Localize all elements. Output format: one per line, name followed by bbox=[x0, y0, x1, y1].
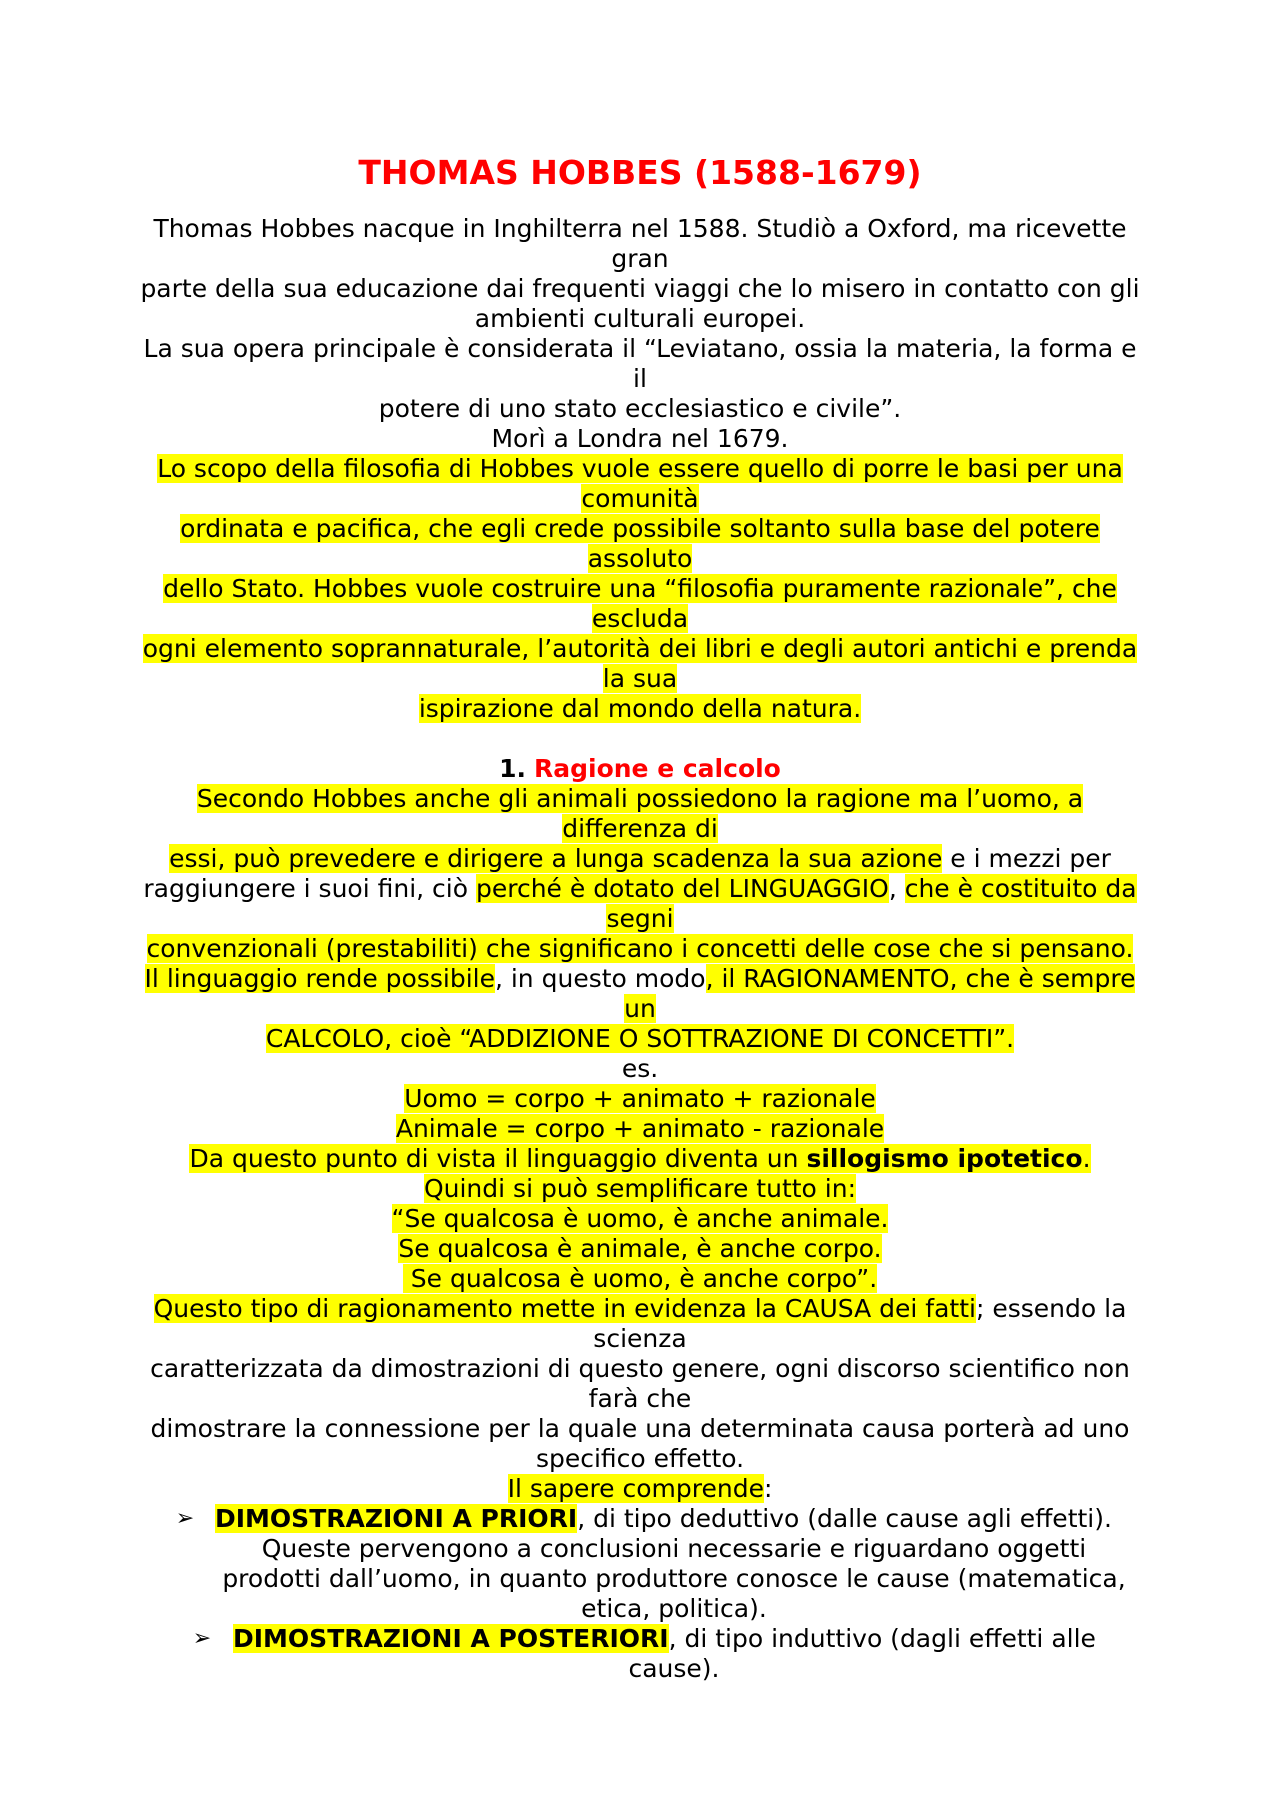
body-line: convenzionali (prestabiliti) che significano i concetti delle cose che si pensano. bbox=[146, 934, 1134, 963]
syllogism-line: Se qualcosa è uomo, è anche corpo”. bbox=[402, 1264, 878, 1293]
body-line: segni bbox=[606, 904, 674, 933]
body-line: scienza bbox=[593, 1324, 687, 1353]
body-line: raggiungere i suoi fini, ciò perché è dotato del LINGUAGGIO, che è costituito da bbox=[143, 874, 1137, 903]
body-line: Secondo Hobbes anche gli animali possiedono la ragione ma l’uomo, a bbox=[196, 784, 1084, 813]
body-line: Quindi si può semplificare tutto in: bbox=[423, 1174, 857, 1203]
purpose-line: comunità bbox=[581, 484, 699, 513]
purpose-line: assoluto bbox=[587, 544, 693, 573]
body-line: Da questo punto di vista il linguaggio diventa un sillogismo ipotetico. bbox=[189, 1144, 1091, 1173]
intro-line: La sua opera principale è considerata il “Leviatano, ossia la materia, la forma e bbox=[143, 334, 1137, 363]
list-item: DIMOSTRAZIONI A PRIORI, di tipo deduttivo (dalle cause agli effetti). bbox=[215, 1504, 1112, 1533]
intro-line: gran bbox=[611, 244, 669, 273]
purpose-line: ispirazione dal mondo della natura. bbox=[418, 694, 862, 723]
body-line: un bbox=[624, 994, 656, 1023]
body-line: es. bbox=[621, 1054, 659, 1083]
section-heading bbox=[0, 754, 1280, 784]
example-line: Animale = corpo + animato - razionale bbox=[395, 1114, 885, 1143]
body-line: Questo tipo di ragionamento mette in evidenza la CAUSA dei fatti; essendo la bbox=[153, 1294, 1127, 1323]
intro-line: Thomas Hobbes nacque in Inghilterra nel 1588. Studiò a Oxford, ma ricevette bbox=[153, 214, 1127, 243]
purpose-line: la sua bbox=[602, 664, 678, 693]
syllogism-line: “Se qualcosa è uomo, è anche animale. bbox=[391, 1204, 889, 1233]
body-line: caratterizzata da dimostrazioni di questo genere, ogni discorso scientifico non bbox=[150, 1354, 1130, 1383]
purpose-line: ogni elemento soprannaturale, l’autorità dei libri e degli autori antichi e prenda bbox=[142, 634, 1138, 663]
purpose-line: ordinata e pacifica, che egli crede possibile soltanto sulla base del potere bbox=[180, 514, 1100, 543]
purpose-line: Lo scopo della filosofia di Hobbes vuole essere quello di porre le basi per una bbox=[157, 454, 1123, 483]
body-line: Il sapere comprende: bbox=[507, 1474, 773, 1503]
body-line: Il linguaggio rende possibile, in questo modo, il RAGIONAMENTO, che è sempre bbox=[144, 964, 1136, 993]
body-line: dimostrare la connessione per la quale una determinata causa porterà ad uno bbox=[150, 1414, 1130, 1443]
purpose-line: dello Stato. Hobbes vuole costruire una “filosofia puramente razionale”, che bbox=[163, 574, 1117, 603]
body-line: essi, può prevedere e dirigere a lunga scadenza la sua azione e i mezzi per bbox=[169, 844, 1111, 873]
list-item-line: prodotti dall’uomo, in quanto produttore conosce le cause (matematica, bbox=[222, 1564, 1126, 1593]
body-line: farà che bbox=[588, 1384, 692, 1413]
body-line: differenza di bbox=[562, 814, 718, 843]
list-item: DIMOSTRAZIONI A POSTERIORI, di tipo induttivo (dagli effetti alle bbox=[233, 1624, 1096, 1653]
list-item-line: cause). bbox=[628, 1654, 720, 1683]
purpose-line: escluda bbox=[591, 604, 689, 633]
syllogism-line: Se qualcosa è animale, è anche corpo. bbox=[398, 1234, 882, 1263]
intro-line: Morì a Londra nel 1679. bbox=[491, 424, 789, 453]
list-item-line: etica, politica). bbox=[581, 1594, 767, 1623]
section-title: Ragione e calcolo bbox=[533, 754, 781, 783]
intro-line: ambienti culturali europei. bbox=[474, 304, 806, 333]
intro-line: potere di uno stato ecclesiastico e civile”. bbox=[378, 394, 902, 423]
page-title: THOMAS HOBBES (1588-1679) bbox=[358, 153, 922, 192]
example-line: Uomo = corpo + animato + razionale bbox=[404, 1084, 876, 1113]
arrow-bullet-icon: ➢ bbox=[192, 1626, 212, 1651]
body-line: CALCOLO, cioè “ADDIZIONE O SOTTRAZIONE DI CONCETTI”. bbox=[265, 1024, 1015, 1053]
body-line: specifico effetto. bbox=[535, 1444, 745, 1473]
list-item-line: Queste pervengono a conclusioni necessarie e riguardano oggetti bbox=[261, 1534, 1087, 1563]
intro-line: parte della sua educazione dai frequenti viaggi che lo misero in contatto con gli bbox=[140, 274, 1140, 303]
arrow-bullet-icon: ➢ bbox=[175, 1506, 195, 1531]
section-number: 1. bbox=[499, 754, 527, 783]
intro-line: il bbox=[633, 364, 647, 393]
